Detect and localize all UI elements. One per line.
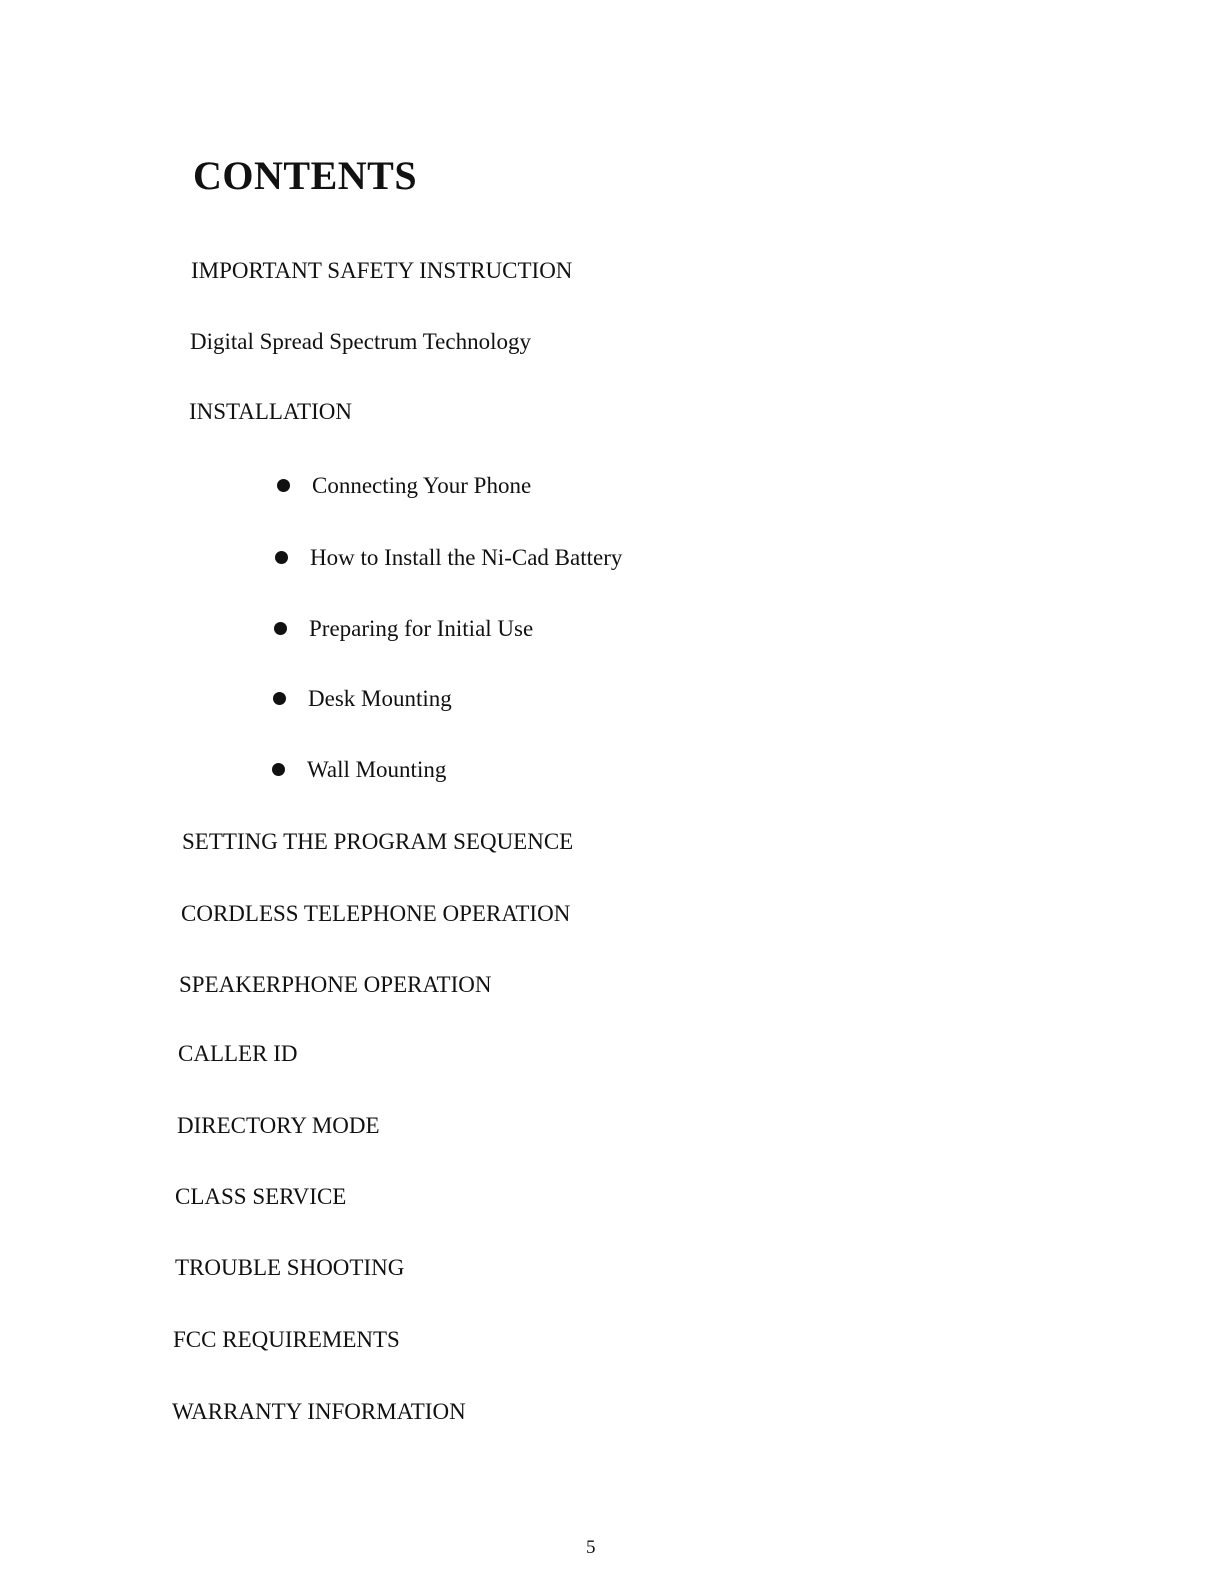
toc-entry-directory-mode: DIRECTORY MODE	[177, 1113, 380, 1138]
toc-subitem-label: Preparing for Initial Use	[309, 616, 534, 641]
toc-entry-class-service: CLASS SERVICE	[175, 1184, 347, 1209]
toc-entry-cordless-operation: CORDLESS TELEPHONE OPERATION	[181, 901, 571, 926]
toc-entry-trouble-shooting: TROUBLE SHOOTING	[175, 1255, 405, 1280]
toc-entry-digital-spread-spectrum: Digital Spread Spectrum Technology	[190, 329, 531, 354]
toc-subitem	[277, 474, 531, 497]
toc-subitem-label: Desk Mounting	[308, 686, 452, 711]
bullet-icon	[275, 551, 288, 564]
page-number: 5	[586, 1537, 596, 1558]
toc-entry-caller-id: CALLER ID	[178, 1041, 298, 1066]
toc-subitem	[274, 617, 533, 640]
toc-subitem-label: How to Install the Ni-Cad Battery	[310, 545, 623, 570]
toc-entry-installation: INSTALLATION	[189, 399, 352, 424]
toc-subitem	[275, 546, 622, 569]
toc-entry-speakerphone-operation: SPEAKERPHONE OPERATION	[179, 972, 492, 997]
toc-subitem	[273, 687, 452, 710]
toc-entry-safety: IMPORTANT SAFETY INSTRUCTION	[191, 258, 573, 283]
toc-entry-warranty-information: WARRANTY INFORMATION	[172, 1399, 466, 1424]
page-title: CONTENTS	[193, 153, 418, 198]
bullet-icon	[277, 479, 290, 492]
toc-entry-program-sequence: SETTING THE PROGRAM SEQUENCE	[182, 829, 574, 854]
bullet-icon	[272, 763, 285, 776]
bullet-icon	[274, 622, 287, 635]
toc-subitem-label: Connecting Your Phone	[312, 473, 532, 498]
toc-subitem-label: Wall Mounting	[307, 757, 447, 782]
toc-entry-fcc-requirements: FCC REQUIREMENTS	[173, 1327, 400, 1352]
bullet-icon	[273, 692, 286, 705]
toc-subitem	[272, 758, 446, 781]
